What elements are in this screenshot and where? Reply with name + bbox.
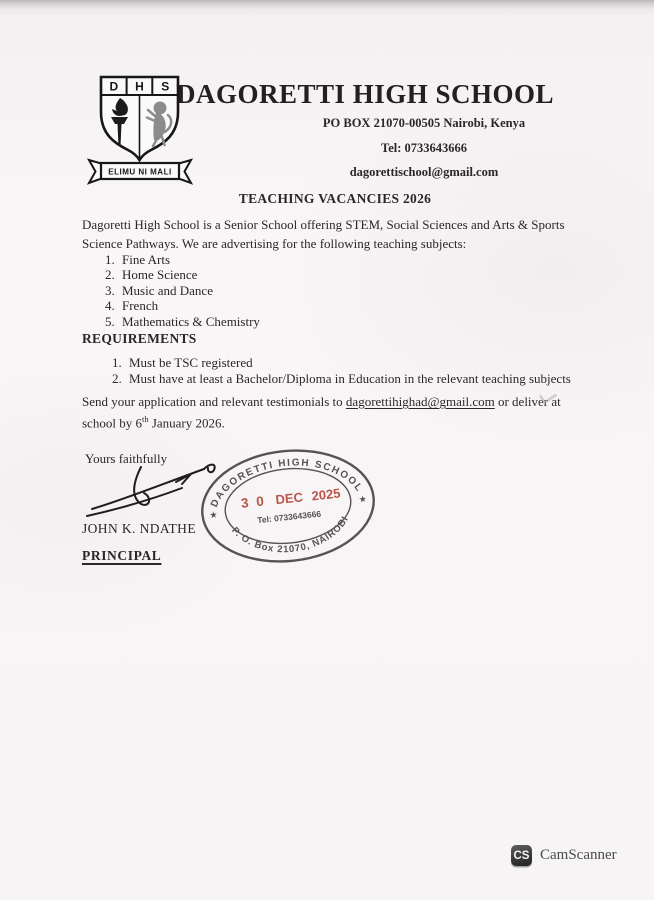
- subject-item: 5. Mathematics & Chemistry: [118, 314, 260, 329]
- intro-line-2: Science Pathways. We are advertising for the following teaching subjects:: [82, 235, 467, 251]
- subject-item: 2. Home Science: [118, 267, 260, 282]
- stamp-star-right: ★: [358, 493, 368, 505]
- intro-paragraph: [82, 216, 582, 253]
- application-email: dagorettihighad@gmail.com: [345, 394, 495, 409]
- scan-artifact-mark: [538, 392, 558, 407]
- stamp-date-day: 3 0: [240, 493, 267, 511]
- stamp-arc-top-text: DAGORETTI HIGH SCHOOL: [209, 457, 365, 509]
- intro-line-1: Dagoretti High School is a Senior School offering STEM, Social Sciences and Arts & Sports: [82, 217, 565, 232]
- subject-item: 1. Fine Arts: [118, 252, 260, 267]
- crest-motto: ELIMU NI MALI: [108, 167, 172, 177]
- subjects-list: [82, 252, 260, 329]
- salutation: Yours faithfully: [85, 451, 168, 466]
- camscanner-watermark: [511, 845, 617, 866]
- camscanner-icon: CS: [511, 845, 532, 866]
- subject-item: 4. French: [118, 298, 260, 313]
- school-email: dagorettischool@gmail.com: [349, 165, 499, 179]
- requirements-heading: REQUIREMENTS: [82, 331, 197, 346]
- stamp-arc-bottom-text: P. O. Box 21070, NAIROBI: [229, 514, 352, 556]
- header-contact-block: [278, 116, 570, 190]
- requirement-item: 2. Must have at least a Bachelor/Diploma in Education in the relevant teaching subjects: [125, 371, 571, 387]
- school-address: PO BOX 21070-00505 Nairobi, Kenya: [322, 116, 526, 130]
- signatory-name: JOHN K. NDATHE: [82, 521, 196, 536]
- school-name: DAGORETTI HIGH SCHOOL: [175, 79, 555, 109]
- document-title: TEACHING VACANCIES 2026: [238, 191, 432, 206]
- stamp-phone: Tel: 0733643666: [256, 508, 322, 526]
- stamp-star-left: ★: [208, 509, 219, 521]
- crest-initial-s: S: [161, 79, 170, 94]
- requirement-item: 1. Must be TSC registered: [125, 355, 571, 371]
- stamp-date-month: DEC: [274, 489, 304, 508]
- camscanner-label: CamScanner: [540, 847, 617, 863]
- stamp-date-year: 2025: [310, 485, 342, 504]
- ordinal-suffix: th: [141, 413, 149, 424]
- school-rubber-stamp: [192, 438, 383, 574]
- closing-line-1: Send your application and relevant testimonials to dagorettihighad@gmail.com or deliver at: [82, 394, 561, 409]
- crest-initial-h: H: [135, 79, 144, 94]
- motto-ribbon: [89, 160, 191, 183]
- crest-initial-d: D: [109, 79, 119, 94]
- subject-item: 3. Music and Dance: [118, 283, 260, 298]
- signatory-role: PRINCIPAL: [82, 548, 162, 563]
- closing-paragraph: [82, 393, 582, 431]
- scan-edge-shadow: [0, 0, 654, 16]
- closing-line-2: school by 6th January 2026.: [82, 413, 225, 430]
- requirements-list: [89, 355, 571, 386]
- school-phone: Tel: 0733643666: [381, 140, 467, 155]
